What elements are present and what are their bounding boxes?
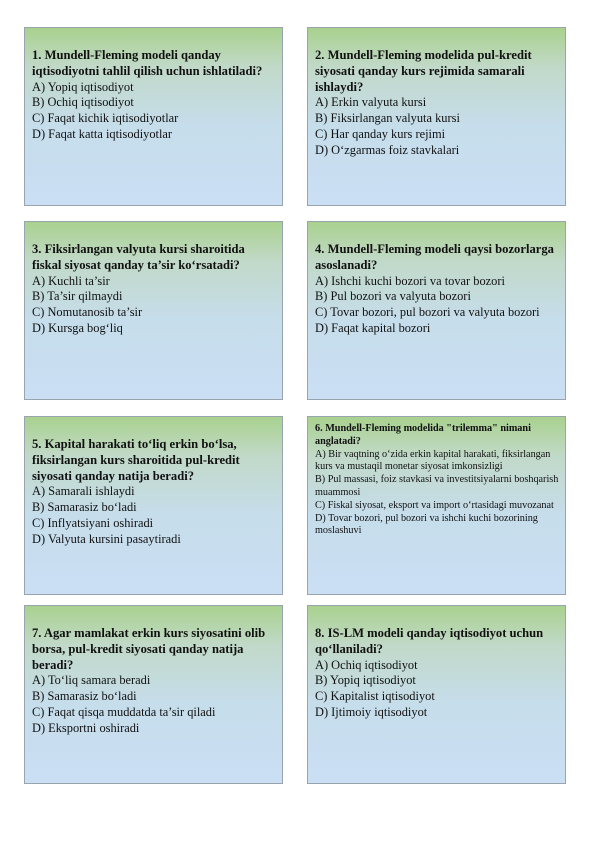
answer-option-a: A) Ishchi kuchi bozori va tovar bozori — [315, 273, 505, 288]
quiz-card-4 — [307, 221, 566, 400]
answer-option-c: C) Tovar bozori, pul bozori va valyuta bozori — [315, 305, 540, 320]
answer-option-a: A) Kuchli ta’sir — [32, 273, 110, 288]
answer-option-c: C) Fiskal siyosat, eksport va import o‘rtasidagi muvozanat — [315, 499, 554, 511]
answer-option-d: D) Faqat katta iqtisodiyotlar — [32, 126, 173, 141]
answer-option-c: C) Inflyatsiyani oshiradi — [32, 515, 154, 530]
answer-option-b: B) Ochiq iqtisodiyot — [32, 95, 134, 110]
answer-option-b: B) Samarasiz bo‘ladi — [32, 689, 137, 704]
question-text: 6. Mundell-Fleming modelida "trilemma" nimani anglatadi? — [315, 423, 531, 447]
quiz-card-6 — [307, 416, 566, 595]
answer-option-b: B) Fiksirlangan valyuta kursi — [315, 111, 460, 126]
question-text: 5. Kapital harakati to‘liq erkin bo‘lsa, fiksirlangan kurs sharoitida pul-kredit siyosati qanday natija beradi? — [32, 437, 240, 483]
answer-option-b: B) Yopiq iqtisodiyot — [315, 673, 416, 688]
quiz-card-8 — [307, 605, 566, 784]
answer-option-b: B) Samarasiz bo‘ladi — [32, 500, 137, 515]
quiz-card-1 — [24, 27, 283, 206]
answer-option-a: A) Ochiq iqtisodiyot — [315, 657, 418, 672]
answer-option-d: D) Kursga bog‘liq — [32, 320, 123, 335]
question-text: 3. Fiksirlangan valyuta kursi sharoitida fiskal siyosat qanday ta’sir ko‘rsatadi? — [32, 242, 245, 272]
answer-option-a: A) Erkin valyuta kursi — [315, 95, 427, 110]
question-text: 1. Mundell-Fleming modeli qanday iqtisodiyotni tahlil qilish uchun ishlatiladi? — [32, 48, 263, 78]
quiz-card-3 — [24, 221, 283, 400]
quiz-card-7 — [24, 605, 283, 784]
answer-option-a: A) Yopiq iqtisodiyot — [32, 79, 134, 94]
answer-option-d: D) Valyuta kursini pasaytiradi — [32, 531, 181, 546]
answer-option-a: A) To‘liq samara beradi — [32, 673, 151, 688]
question-text: 4. Mundell-Fleming modeli qaysi bozorlarga asoslanadi? — [315, 242, 554, 272]
answer-option-b: B) Ta’sir qilmaydi — [32, 289, 123, 304]
answer-option-d: D) Eksportni oshiradi — [32, 720, 140, 735]
quiz-card-2 — [307, 27, 566, 206]
answer-option-b: B) Pul massasi, foiz stavkasi va investitsiyalarni boshqarish muammosi — [315, 474, 559, 498]
question-text: 7. Agar mamlakat erkin kurs siyosatini olib borsa, pul-kredit siyosati qanday natija beradi? — [32, 626, 266, 672]
answer-option-d: D) Tovar bozori, pul bozori va ishchi kuchi bozorining moslashuvi — [315, 512, 538, 537]
answer-option-c: C) Nomutanosib ta’sir — [32, 305, 143, 320]
answer-option-d: D) Faqat kapital bozori — [315, 320, 431, 335]
answer-option-c: C) Har qanday kurs rejimi — [315, 126, 446, 141]
quiz-card-5 — [24, 416, 283, 595]
answer-option-d: D) Ijtimoiy iqtisodiyot — [315, 704, 428, 719]
answer-option-c: C) Faqat qisqa muddatda ta’sir qiladi — [32, 704, 216, 719]
question-text: 8. IS-LM modeli qanday iqtisodiyot uchun qo‘llaniladi? — [315, 626, 544, 656]
answer-option-a: A) Samarali ishlaydi — [32, 484, 135, 499]
answer-option-c: C) Faqat kichik iqtisodiyotlar — [32, 111, 179, 126]
answer-option-b: B) Pul bozori va valyuta bozori — [315, 289, 471, 304]
answer-option-c: C) Kapitalist iqtisodiyot — [315, 689, 435, 704]
answer-option-d: D) O‘zgarmas foiz stavkalari — [315, 142, 460, 157]
question-text: 2. Mundell-Fleming modelida pul-kredit siyosati qanday kurs rejimida samarali ishlaydi? — [315, 48, 532, 94]
answer-option-a: A) Bir vaqtning o‘zida erkin kapital harakati, fiksirlangan kurs va mustaqil monetar siyosat imkonsizligi — [315, 448, 551, 473]
